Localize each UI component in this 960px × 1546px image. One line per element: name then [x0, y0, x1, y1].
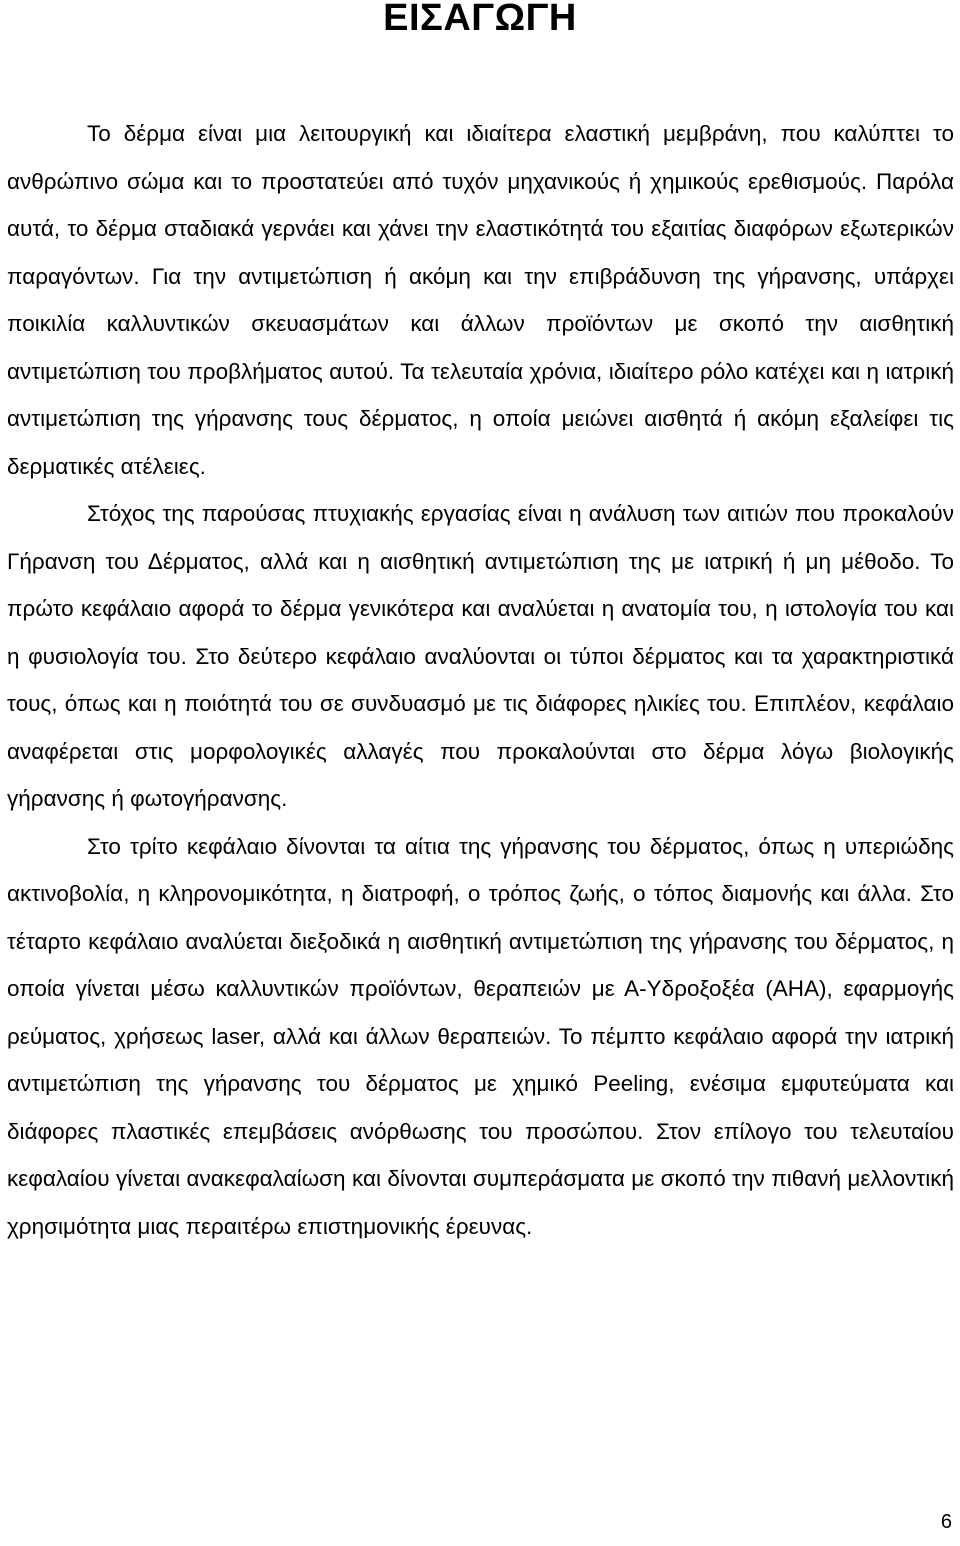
paragraph-intro: Το δέρμα είναι μια λειτουργική και ιδιαίτερα ελαστική μεμβράνη, που καλύπτει το ανθρώπινο σώμα και το προστατεύει από τυχόν μηχανικούς ή χημικούς ερεθισμούς. Παρόλα αυτά, το δέρμα σταδιακά γερνάει και χάνει την ελαστικότητά του εξαιτίας διαφόρων εξωτερικών παραγόντων. Για την αντιμετώπιση ή ακόμη και την επιβράδυνση της γήρανσης, υπάρχει ποικιλία καλλυντικών σκευασμάτων και άλλων προϊόντων με σκοπό την αισθητική αντιμετώπιση του προβλήματος αυτού. Τα τελευταία χρόνια, ιδιαίτερο ρόλο κατέχει και η ιατρική αντιμετώπιση της γήρανσης τους δέρματος, η οποία μειώνει αισθητά ή ακόμη εξαλείφει τις δερματικές ατέλειες.	[7, 121, 954, 479]
page-number: 6	[940, 1511, 952, 1533]
paragraph-objective: Στόχος της παρούσας πτυχιακής εργασίας είναι η ανάλυση των αιτιών που προκαλούν Γήρανση του Δέρματος, αλλά και η αισθητική αντιμετώπιση της με ιατρική ή μη μέθοδο. Το πρώτο κεφάλαιο αφορά το δέρμα γενικότερα και αναλύεται η ανατομία του, η ιστολογία του και η φυσιολογία του. Στο δεύτερο κεφάλαιο αναλύονται οι τύποι δέρματος και τα χαρακτηριστικά τους, όπως και η ποιότητά του σε συνδυασμό με τις διάφορες ηλικίες του. Επιπλέον, κεφάλαιο αναφέρεται στις μορφολογικές αλλαγές που προκαλούνται στο δέρμα λόγω βιολογικής γήρανσης ή φωτογήρανσης.	[7, 501, 954, 811]
paragraph-chapters: Στο τρίτο κεφάλαιο δίνονται τα αίτια της γήρανσης του δέρματος, όπως η υπεριώδης ακτινοβολία, η κληρονομικότητα, η διατροφή, ο τρόπος ζωής, ο τόπος διαμονής και άλλα. Στο τέταρτο κεφάλαιο αναλύεται διεξοδικά η αισθητική αντιμετώπιση της γήρανσης του δέρματος, η οποία γίνεται μέσω καλλυντικών προϊόντων, θεραπειών με Α-Υδροξοξέα (ΑΗΑ), εφαρμογής ρεύματος, χρήσεως laser, αλλά και άλλων θεραπειών. Το πέμπτο κεφάλαιο αφορά την ιατρική αντιμετώπιση της γήρανσης του δέρματος με χημικό Peeling, ενέσιμα εμφυτεύματα και διάφορες πλαστικές επεμβάσεις ανόρθωσης του προσώπου. Στον επίλογο του τελευταίου κεφαλαίου γίνεται ανακεφαλαίωση και δίνονται συμπεράσματα με σκοπό την πιθανή μελλοντική χρησιμότητα μιας περαιτέρω επιστημονικής έρευνας.	[7, 833, 954, 1239]
page-title: ΕΙΣΑΓΩΓΗ	[383, 0, 577, 39]
body-text	[7, 110, 954, 1250]
